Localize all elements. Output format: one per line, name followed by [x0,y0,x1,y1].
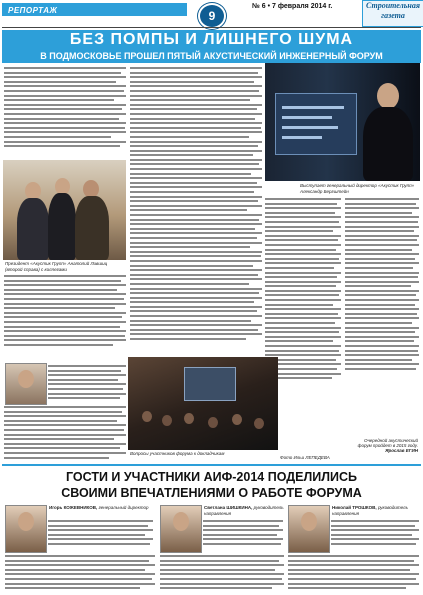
guest-name-1: Игорь КОЖЕВНИКОВ, [49,505,98,510]
guest-photo-1 [5,505,47,553]
guest-byline-1 [5,505,155,511]
main-subheadline: В ПОДМОСКОВЬЕ ПРОШЕЛ ПЯТЫЙ АКУСТИЧЕСКИЙ ИНЖЕНЕРНЫЙ ФОРУМ [40,51,383,61]
guest-text-3-lower [288,555,419,592]
article-column-3 [265,198,341,382]
header-divider [2,27,421,28]
guest-name-3: Николай ТРОШКОВ, [332,505,377,510]
logo-line-2: газета [381,11,405,20]
second-headline-line-1: ГОСТИ И УЧАСТНИКИ АИФ-2014 ПОДЕЛИЛИСЬ [65,470,358,484]
guest-text-2-lower [160,555,284,592]
forum-participants-photo [3,160,126,260]
article-column-1-bottom [4,406,126,461]
signature-line-1: Очередной акустический [363,438,418,443]
section-title: РЕПОРТАЖ [8,6,58,15]
article-signature [300,438,418,453]
guest-text-2 [203,520,283,548]
page-header [0,0,423,28]
article-author: Ярослав ЕГИН [385,448,418,453]
guest-text-1-lower [5,555,155,592]
guest-text-3 [331,520,419,548]
article-column-1-lower [4,275,126,349]
article-column-1-side [48,365,126,402]
article-column-1 [4,67,126,150]
newspaper-logo [362,0,423,27]
article-column-4 [345,198,419,373]
signature-line-2: форум пройдет в 2015 году. [357,443,418,448]
speaker-photo-caption: Выступает генеральный директор «Акустик Групп» Александр Бергштейн [300,183,415,194]
guest-role-3: руководитель направления [332,505,408,516]
second-headline-block [2,464,421,506]
photo-credit: Фото Ильи ЛЕПЕДЕВА [280,455,330,460]
article-column-2 [130,67,262,343]
section-bar [2,3,187,16]
guest-text-1 [48,520,153,548]
group-photo-caption: Президент «Акустик Групп» Анатолий Лившиц (второй справа) с коллегами [5,261,108,272]
main-headline-banner [2,30,421,63]
presentation-slide [275,93,357,155]
guest-role-2: руководитель направления [204,505,284,516]
second-headline-line-2: СВОИМИ ВПЕЧАТЛЕНИЯМИ О РАБОТЕ ФОРУМА [61,486,362,500]
hall-photo-caption: Вопросы участников форума к докладчикам [130,451,225,456]
guest-name-2: Светлана ШИШКИНА, [204,505,253,510]
logo-line-1: Строительная [366,1,420,10]
guest-byline-3 [288,505,421,516]
guest-role-1: генеральный директор [98,505,149,510]
speaker-photo [265,63,420,181]
issue-date: № 6 • 7 февраля 2014 г. [252,3,333,10]
participant-photo [5,363,47,405]
page-number-badge: 9 [198,3,226,29]
main-headline: БЕЗ ПОМПЫ И ЛИШНЕГО ШУМА [69,31,354,48]
conference-hall-photo [128,357,278,450]
guest-byline-2 [160,505,285,516]
